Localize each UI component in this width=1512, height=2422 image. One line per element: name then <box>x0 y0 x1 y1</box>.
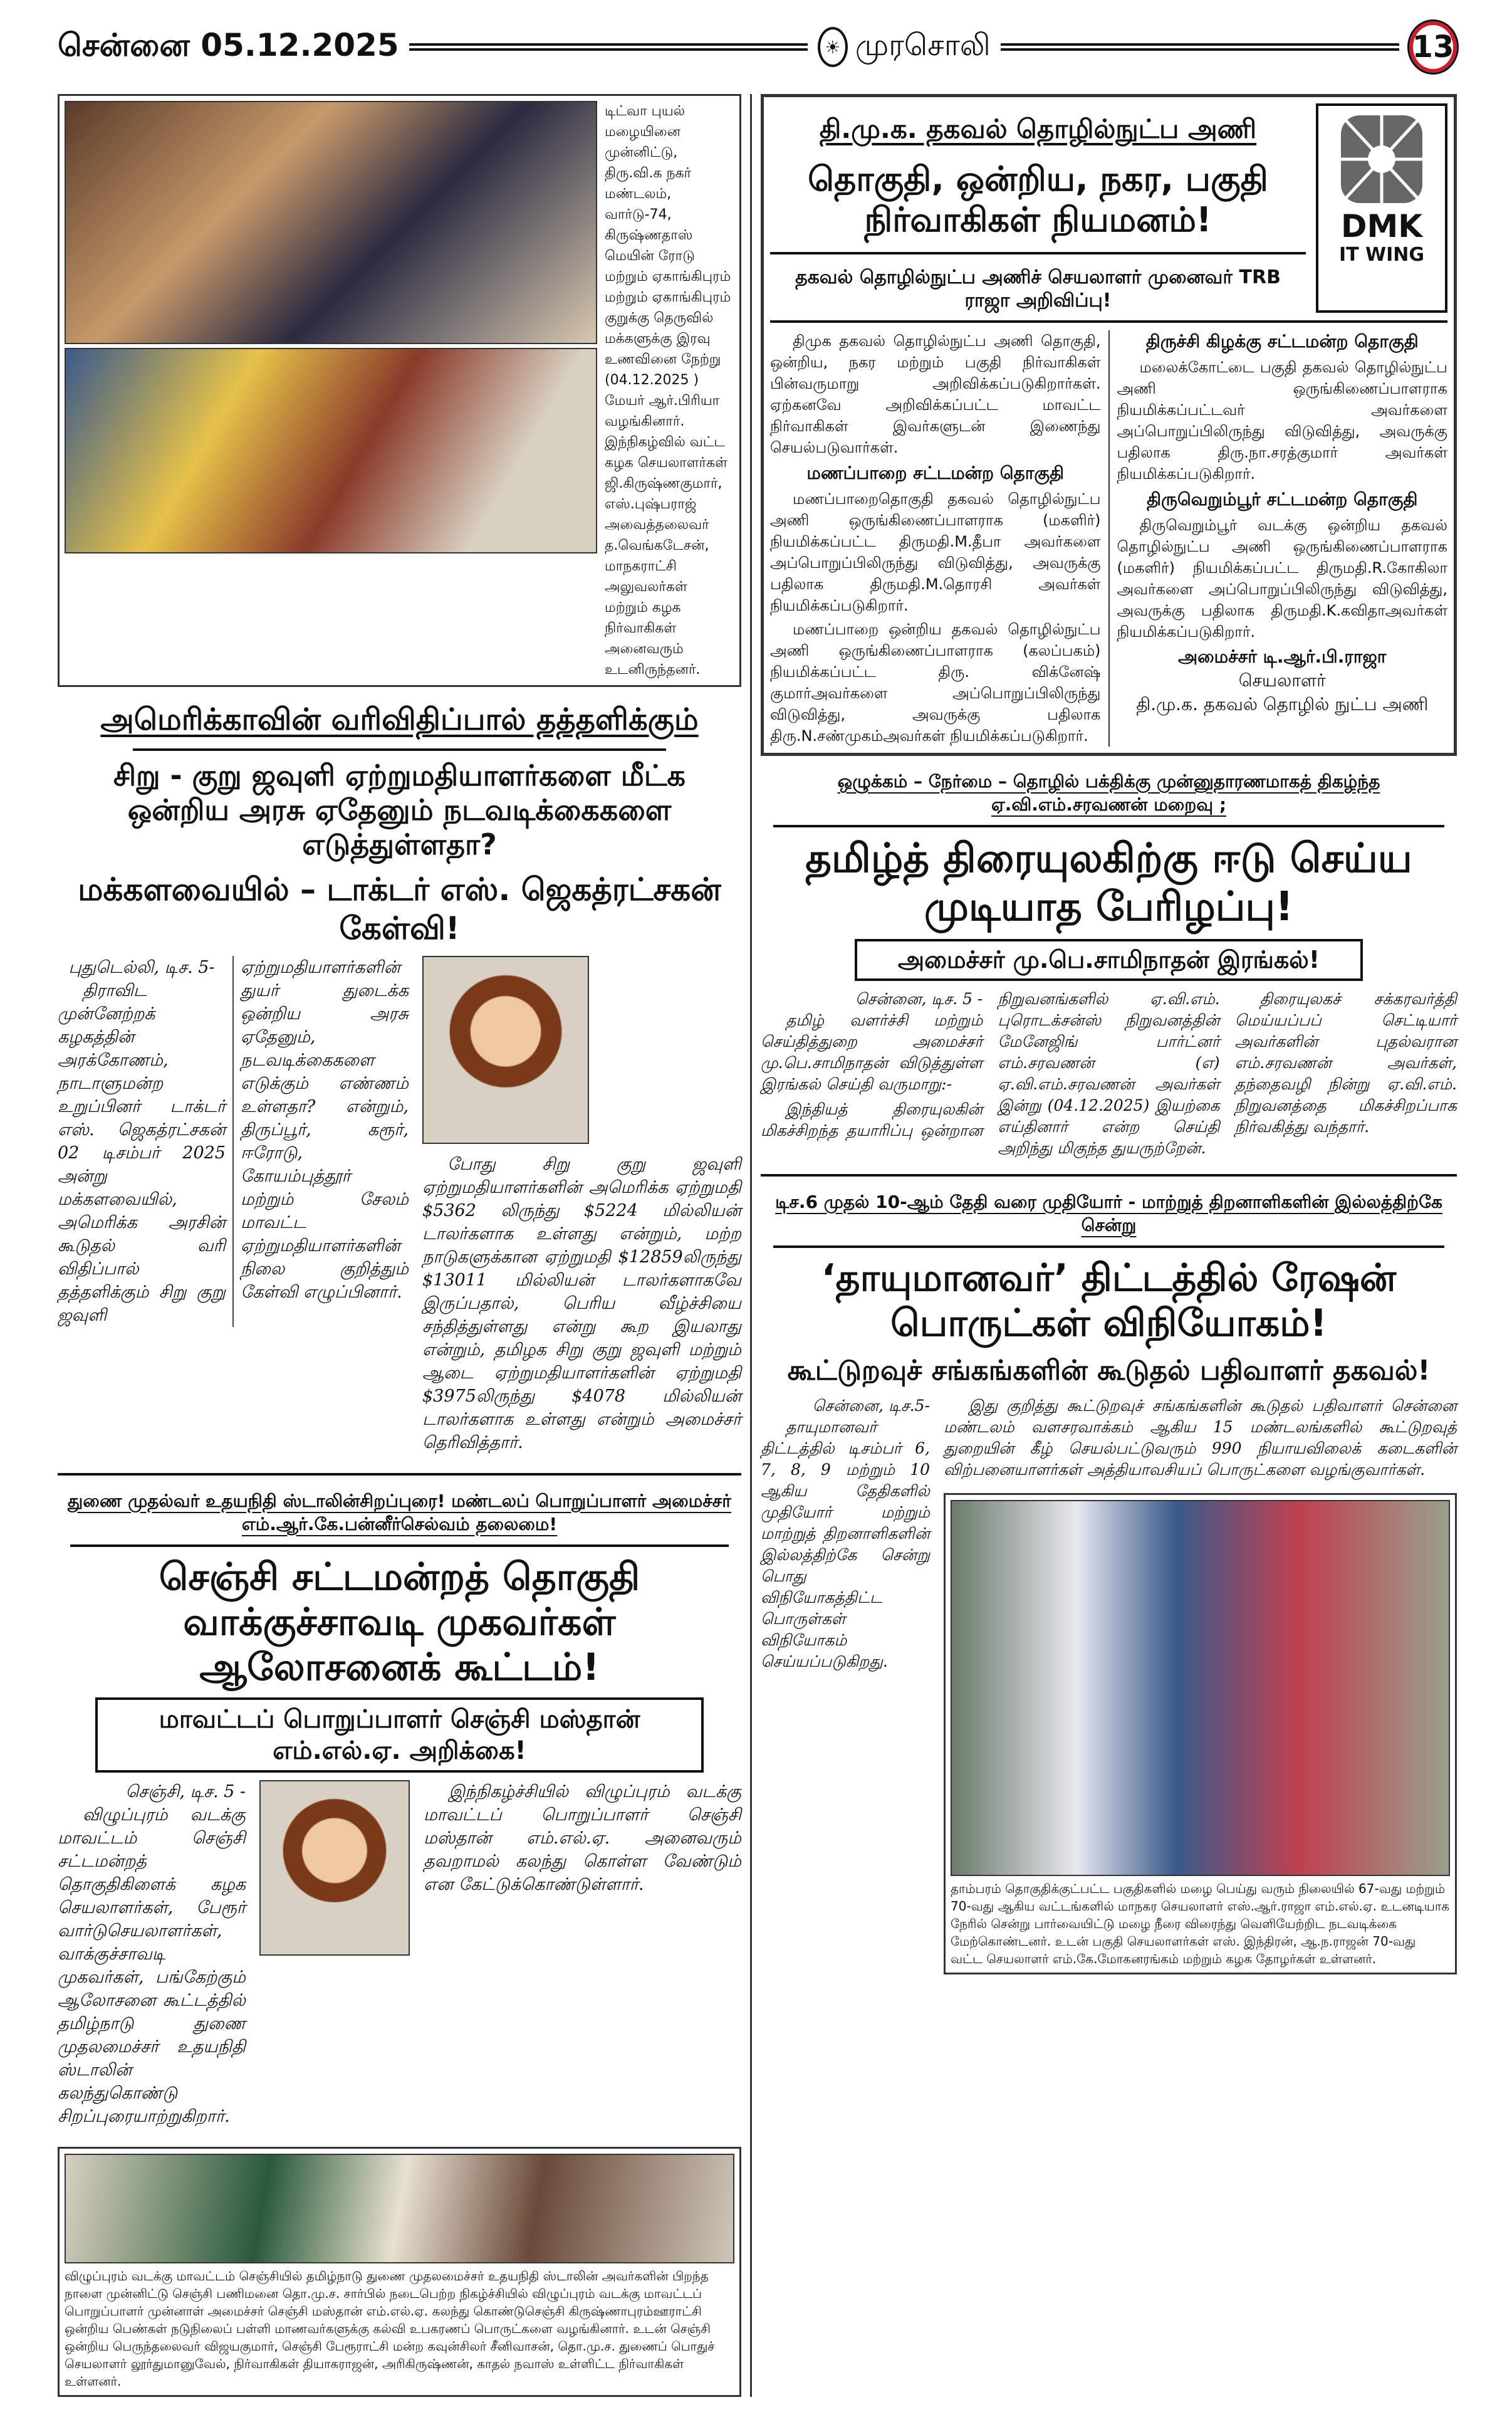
food-photos <box>65 101 597 680</box>
avm-saravanan-story <box>761 771 1457 1159</box>
edition-date: சென்னை 05.12.2025 <box>58 26 399 63</box>
notice-body <box>770 330 1447 747</box>
tariff-story <box>58 702 741 1458</box>
notice-kicker: தி.மு.க. தகவல் தொழில்நுட்ப அணி <box>819 113 1257 144</box>
food-distribution-feature <box>58 94 741 687</box>
photo-caption: தாம்பரம் தொகுதிக்குட்பட்ட பகுதிகளில் மழை பெய்து வரும் நிலையில் 67-வது மற்றும் 70-வது ஆகிய வட்டங்களில் மாநகர செயலாளர் எஸ்.ஆர்.ராஜா எம்.எல்.ஏ. உடனடியாக நேரில் சென்று பார்வையிட்டு மழை நீரை விரைந்து வெளியேற்றிட நடவடிக்கை மேற்கொண்டனர். உடன் பகுதி செயலாளர்கள் எஸ். இந்திரன், ஆ.ந.ராஜன் 70-வது வட்ட செயலாளர் எம்.கே.மோகனரங்கம் மற்றும் கழக தோழர்கள் உள்ளனர். <box>951 1881 1450 1967</box>
dateline: செஞ்சி, டிச. 5 - <box>125 1781 246 1801</box>
tariff-story-columns <box>58 956 741 1458</box>
page-body <box>0 81 1512 2422</box>
ration-story-body <box>761 1395 930 1676</box>
senji-masthan-portrait <box>259 1780 410 1956</box>
food-distribution-photo-2 <box>65 348 597 553</box>
avm-story-body <box>761 988 1457 1159</box>
caption-text: டிட்வா புயல் மழையினை முன்னிட்டு, திரு.வி.க நகர் மண்டலம், வார்டு-74, கிருஷ்ணதாஸ் மெயின் ரோடு மற்றும் ஏகாங்கிபுரம் மற்றும் ஏகாங்கிபுரம் குறுக்கு தெருவில் மக்களுக்கு இரவு உணவினை நேற்று (04.12.2025 ) மேயர் ஆர்.பிரியா வழங்கினார். <box>605 103 731 429</box>
paragraph: திருவெறும்பூர் வடக்கு ஒன்றிய தகவல் தொழில்நுட்ப அணி ஒருங்கிணைப்பாளராக (மகளிர்) நியமிக்கப்பட்ட திருமதி.R.கோகிலா அவர்களை அப்பொறுப்பிலிருந்து விடுவித்து, அவருக்கு பதிலாக திருமதி.K.கவிதாஅவர்கள் நியமிக்கப்படுகிறார். <box>1117 516 1447 641</box>
ration-story-columns <box>761 1395 1457 1974</box>
story-subhead: மாவட்டப் பொறுப்பாளர் செஞ்சி மஸ்தான் எம்.எல்.ஏ. அறிக்கை! <box>95 1697 704 1773</box>
story-kicker: ஒழுக்கம் – நேர்மை – தொழில் பக்திக்கு முன்னுதாரணமாகத் திகழ்ந்த ஏ.வி.எம்.சரவணன் மறைவு ; <box>837 770 1380 815</box>
food-distribution-photo-1 <box>65 101 597 344</box>
left-column <box>58 94 752 2397</box>
ration-story-right <box>944 1395 1457 1974</box>
dateline: சென்னை, டிச. 5 - <box>855 990 983 1009</box>
paragraph: திரையுலகச் சக்கரவர்த்தி மெய்யப்பப் செட்டியார் அவர்களின் புதல்வரான எம்.சரவணன் அவர்கள், தந்தைவழி நின்று ஏ.வி.எம். நிறுவனத்தை மிகச்சிறப்பாக நிர்வகித்து வந்தார். <box>1234 990 1457 1136</box>
logo-text: IT WING <box>1338 244 1425 266</box>
section-divider <box>58 1473 741 1476</box>
page-header <box>0 0 1512 81</box>
paragraph: இந்தியத் திரையுலகின் மிகச்சிறந்த தயாரிப்பு ஒன்றான நிறுவனங்களில் ஏ.வி.எம். புரொடக்சன்ஸ் நிறுவனத்தின் மேனேஜிங் பார்ட்னர் எம்.சரவணன் (எ) ஏ.வி.எம்.சரவணன் அவர்கள் இன்று (04.12.2025) இயற்கை எய்தினார் என்ற செய்தி அறிந்து மிகுந்த துயருற்றேன். <box>761 990 1220 1158</box>
story-subhead: கூட்டுறவுச் சங்கங்களின் கூடுதல் பதிவாளர் தகவல்! <box>787 1355 1431 1387</box>
sun-rays-logo-icon <box>1338 112 1426 206</box>
it-wing-heading <box>770 103 1447 323</box>
senji-story <box>58 1491 741 2132</box>
senji-story-body-cont <box>424 1780 741 1900</box>
senji-story-columns <box>58 1780 741 2132</box>
signatory-org: தி.மு.க. தகவல் தொழில் நுட்ப அணி <box>1136 694 1429 715</box>
paragraph: மணப்பாறைதொகுதி தகவல் தொழில்நுட்ப அணி ஒருங்கிணைப்பாளராக (மகளிர்) நியமிக்கப்பட்ட திருமதி.M.தீபா அவர்களை அப்பொறுப்பிலிருந்து விடுவித்து, அவருக்கு பதிலாக திருமதி.M.தொரசி அவர்கள் நியமிக்கப்படுகிறார். <box>770 490 1101 614</box>
jagathrakshakan-portrait <box>422 956 589 1144</box>
header-rule <box>409 43 808 51</box>
masthead <box>818 27 991 67</box>
senji-story-body <box>58 1780 246 2132</box>
paragraph: திமுக தகவல் தொழில்நுட்ப அணி தொகுதி, ஒன்றிய, நகர மற்றும் பகுதி நிர்வாகிகள் பின்வருமாறு அறிவிக்கப்படுகிறார்கள். ஏற்கனவே அறிவிக்கப்பட்ட மாவட்ட நிர்வாகிகள் இவர்களுடன் இணைந்து செயல்படுவார்கள். <box>770 332 1101 456</box>
ration-story-body-cont <box>944 1395 1457 1484</box>
paragraph: போது சிறு குறு ஜவுளி ஏற்றுமதியாளர்களின் அமெரிக்க ஏற்றுமதி $5362 லிருந்து $5224 மில்லியன் டாலர்களாக உள்ளது என்றும், மற்ற நாடுகளுக்கான ஏற்றுமதி $12859லிருந்து $13011 மில்லியன் டாலர்களாகவே இருப்பதால், பெரிய வீழ்ச்சியை சந்தித்துள்ளது என்று கூற இயலாது என்றும், தமிழக சிறு குறு ஜவுளி மற்றும் ஆடை ஏற்றுமதியாளர்களின் ஏற்றுமதி $3975லிருந்து $4078 மில்லியன் டாலர்களாக உள்ளது என்றும் அமைச்சர் தெரிவித்தார். <box>422 1154 741 1452</box>
paragraph: திராவிட முன்னேற்றக் கழகத்தின் அரக்கோணம், நாடாளுமன்ற உறுப்பினர் டாக்டர் எஸ். ஜெகத்ரட்சகன் 02 டிசம்பர் 2025 அன்று மக்களவையில், அமெரிக்க அரசின் கூடுதல் வரி விதிப்பால் தத்தளிக்கும் சிறு குறு ஜவுளி ஏற்றுமதியாளர்களின் துயர் துடைக்க ஒன்றிய அரசு ஏதேனும், நடவடிக்கைகளை எடுக்கும் எண்ணம் உள்ளதா? என்றும், திருப்பூர், கரூர், ஈரோடு, கோயம்புத்தூர் மற்றும் சேலம் மாவட்ட ஏற்றுமதியாளர்களின் நிலை குறித்தும் கேள்வி எழுப்பினார். <box>58 957 409 1325</box>
header-rule <box>1001 43 1399 51</box>
photo-caption <box>605 101 734 680</box>
photo-caption: விழுப்புரம் வடக்கு மாவட்டம் செஞ்சியில் தமிழ்நாடு துணை முதலமைச்சர் உதயநிதி ஸ்டாலின் அவர்களின் பிறந்த நாளை முன்னிட்டு செஞ்சி பணிமனை தொ.மு.ச. சார்பில் நடைபெற்ற நிகழ்ச்சியில் விழுப்புரம் வடக்கு மாவட்டப் பொறுப்பாளர் முன்னாள் அமைச்சர் செஞ்சி மஸ்தான் எம்.எல்.ஏ. கலந்து கொண்டுசெஞ்சி கிருஷ்ணாபுரம்ஊராட்சி ஒன்றிய பெண்கள் நடுநிலைப் பள்ளி மாணவர்களுக்கு கல்வி உபகரணப் பொருட்களை வழங்கினார். உடன் செஞ்சி ஒன்றிய பெருந்தலைவர் விஜயகுமார், செஞ்சி பேரூராட்சி மன்ற கவுன்சிலர் சீனிவாசன், தொ.மு.ச. துணைப் பொதுச் செயலாளர் லூர்துமானுவேல், நிர்வாகிகள் தியாகராஜன், அரிகிருஷ்ணன், காதல் நவாஸ் உள்ளிட்ட நிர்வாகிகள் உள்ளனர். <box>65 2268 715 2389</box>
signatory-role: செயலாளர் <box>1238 670 1326 691</box>
paper-name: முரசொலி <box>855 28 991 63</box>
paragraph: விழுப்புரம் வடக்கு மாவட்டம் செஞ்சி சட்டமன்றத் தொகுதிகிளைக் கழக செயலாளர்கள், பேரூர் வார்டுசெயலாளர்கள், வாக்குச்சாவடி முகவர்கள், பங்கேற்கும் ஆலோசனை கூட்டத்தில் தமிழ்நாடு துணை முதலமைச்சர் உதயநிதி ஸ்டாலின் கலந்துகொண்டு சிறப்புரையாற்றுகிறார். <box>58 1805 246 2126</box>
tariff-story-right <box>422 956 741 1458</box>
notice-subhead: தகவல் தொழில்நுட்ப அணிச் செயலாளர் முனைவர் TRB ராஜா அறிவிப்பு! <box>795 266 1281 312</box>
dmk-it-wing-logo <box>1316 103 1447 313</box>
tariff-story-body-left <box>58 956 409 1327</box>
signature-block <box>1117 645 1448 716</box>
section-divider <box>761 1174 1457 1177</box>
students-event-photo <box>65 2154 734 2263</box>
paragraph: தமிழ் வளர்ச்சி மற்றும் செய்தித்துறை அமைச்சர் மு.பெ.சாமிநாதன் விடுத்துள்ள இரங்கல் செய்தி வருமாறு:- <box>761 1011 983 1094</box>
page-number: 13 <box>1409 21 1457 73</box>
section-title: மணப்பாறை சட்டமன்ற தொகுதி <box>806 462 1065 483</box>
divider <box>770 252 1306 254</box>
paragraph: தாயுமானவர் திட்டத்தில் டிசம்பர் 6, 7, 8, 9 மற்றும் 10 ஆகிய தேதிகளில் முதியோர் மற்றும் மாற்றுத் திறனாளிகளின் இல்லத்திற்கே சென்று பொது விநியோகத்திட்ட பொருள்கள் விநியோகம் செய்யப்படுகிறது. <box>761 1418 930 1671</box>
tariff-story-body-mid <box>422 1153 741 1458</box>
divider <box>70 1544 729 1547</box>
story-subhead: மக்களவையில் – டாக்டர் எஸ். ஜெகத்ரட்சகன் கேள்வி! <box>78 871 721 947</box>
section-title: திருவெறும்பூர் சட்டமன்ற தொகுதி <box>1147 488 1418 510</box>
it-wing-notice <box>761 94 1457 756</box>
paragraph: இது குறித்து கூட்டுறவுச் சங்கங்களின் கூடுதல் பதிவாளர் சென்னை மண்டலம் வளசரவாக்கம் ஆகிய 15 மண்டலங்களில் கூட்டுறவுத் துறையின் கீழ் செயல்பட்டுவரும் 990 நியாயவிலைக் கடைகளின் விற்பனையாளர்கள் அத்தியாவசியப் பொருட்களை வழங்குவார்கள். <box>944 1397 1457 1479</box>
signatory-name: அமைச்சர் டி.ஆர்.பி.ராஜா <box>1178 646 1387 668</box>
rain-inspection-photo <box>951 1500 1450 1876</box>
story-kicker: துணை முதல்வர் உதயநிதி ஸ்டாலின்சிறப்புரை! மண்டலப் பொறுப்பாளர் அமைச்சர் எம்.ஆர்.கே.பன்னீர்செல்வம் தலைமை! <box>68 1490 731 1534</box>
thayumanavar-story <box>761 1192 1457 1974</box>
tambaram-photo-feature <box>944 1493 1457 1974</box>
story-headline: தமிழ்த் திரையுலகிற்கு ஈடு செய்ய முடியாத பேரிழப்பு! <box>805 835 1412 930</box>
divider <box>773 1245 1444 1248</box>
logo-text: DMK <box>1340 208 1422 244</box>
dateline: சென்னை, டிச.5- <box>812 1397 930 1415</box>
paragraph: மணப்பாறை ஒன்றிய தகவல் தொழில்நுட்ப அணி ஒருங்கிணைப்பாளராக (கலப்பகம்) நியமிக்கப்பட்ட திரு. விக்னேஷ் குமார்அவர்களை அப்பொறுப்பிலிருந்து விடுவித்து, அவருக்கு பதிலாக திரு.N.சண்முகம்அவர்கள் நியமிக்கப்படுகிறார். <box>770 620 1101 745</box>
dateline: புதுடெல்லி, டிச. 5- <box>68 957 215 977</box>
story-headline: செஞ்சி சட்டமன்றத் தொகுதி வாக்குச்சாவடி முகவர்கள் ஆலோசனைக் கூட்டம்! <box>159 1554 640 1689</box>
story-kicker: அமெரிக்காவின் வரிவிதிப்பால் தத்தளிக்கும் <box>100 702 699 737</box>
story-kicker: டிச.6 முதல் 10-ஆம் தேதி வரை முதியோர் - மாற்றுத் திறனாளிகளின் இல்லத்திற்கே சென்று <box>775 1192 1442 1236</box>
story-subhead: அமைச்சர் மு.பெ.சாமிநாதன் இரங்கல்! <box>855 939 1363 982</box>
story-headline: ‘தாயுமானவர்’ திட்டத்தில் ரேஷன் பொருட்கள் விநியோகம்! <box>821 1256 1397 1346</box>
divider <box>133 748 666 751</box>
notice-headline: தொகுதி, ஒன்றிய, நகர, பகுதி நிர்வாகிகள் நியமனம்! <box>808 159 1268 239</box>
rising-sun-emblem-icon: ☀ <box>818 27 848 67</box>
senji-photo-feature <box>58 2147 741 2397</box>
divider <box>773 825 1444 827</box>
it-wing-titles <box>770 103 1306 313</box>
section-title: திருச்சி கிழக்கு சட்டமன்ற தொகுதி <box>1145 330 1419 352</box>
story-headline: சிறு - குறு ஜவுளி ஏற்றுமதியாளர்களை மீட்க ஒன்றிய அரசு ஏதேனும் நடவடிக்கைகளை எடுத்துள்ளதா? <box>113 758 686 862</box>
paragraph: மலைக்கோட்டை பகுதி தகவல் தொழில்நுட்ப அணி ஒருங்கிணைப்பாளராக நியமிக்கப்பட்டவர் அவர்களை அப்பொறுப்பிலிருந்து விடுவித்து, அவருக்கு பதிலாக திரு.நா.சரத்குமார் அவர்கள் நியமிக்கப்படுகிறார். <box>1117 358 1447 483</box>
right-column <box>752 94 1457 2397</box>
caption-text: இந்நிகழ்வில் வட்ட கழக செயலாளர்கள் ஜி.கிருஷ்ணகுமார், எஸ்.புஷ்பராஜ் அவைத்தலைவர் த.வெங்கடேசன், மாநகராட்சி அலுவலர்கள் மற்றும் கழக நிர்வாகிகள் அனைவரும் உடனிருந்தனர். <box>605 434 728 678</box>
paragraph: இந்நிகழ்ச்சியில் விழுப்புரம் வடக்கு மாவட்டப் பொறுப்பாளர் செஞ்சி மஸ்தான் எம்.எல்.ஏ. அனைவரும் தவறாமல் கலந்து கொள்ள வேண்டும் என கேட்டுக்கொண்டுள்ளார். <box>424 1781 741 1894</box>
